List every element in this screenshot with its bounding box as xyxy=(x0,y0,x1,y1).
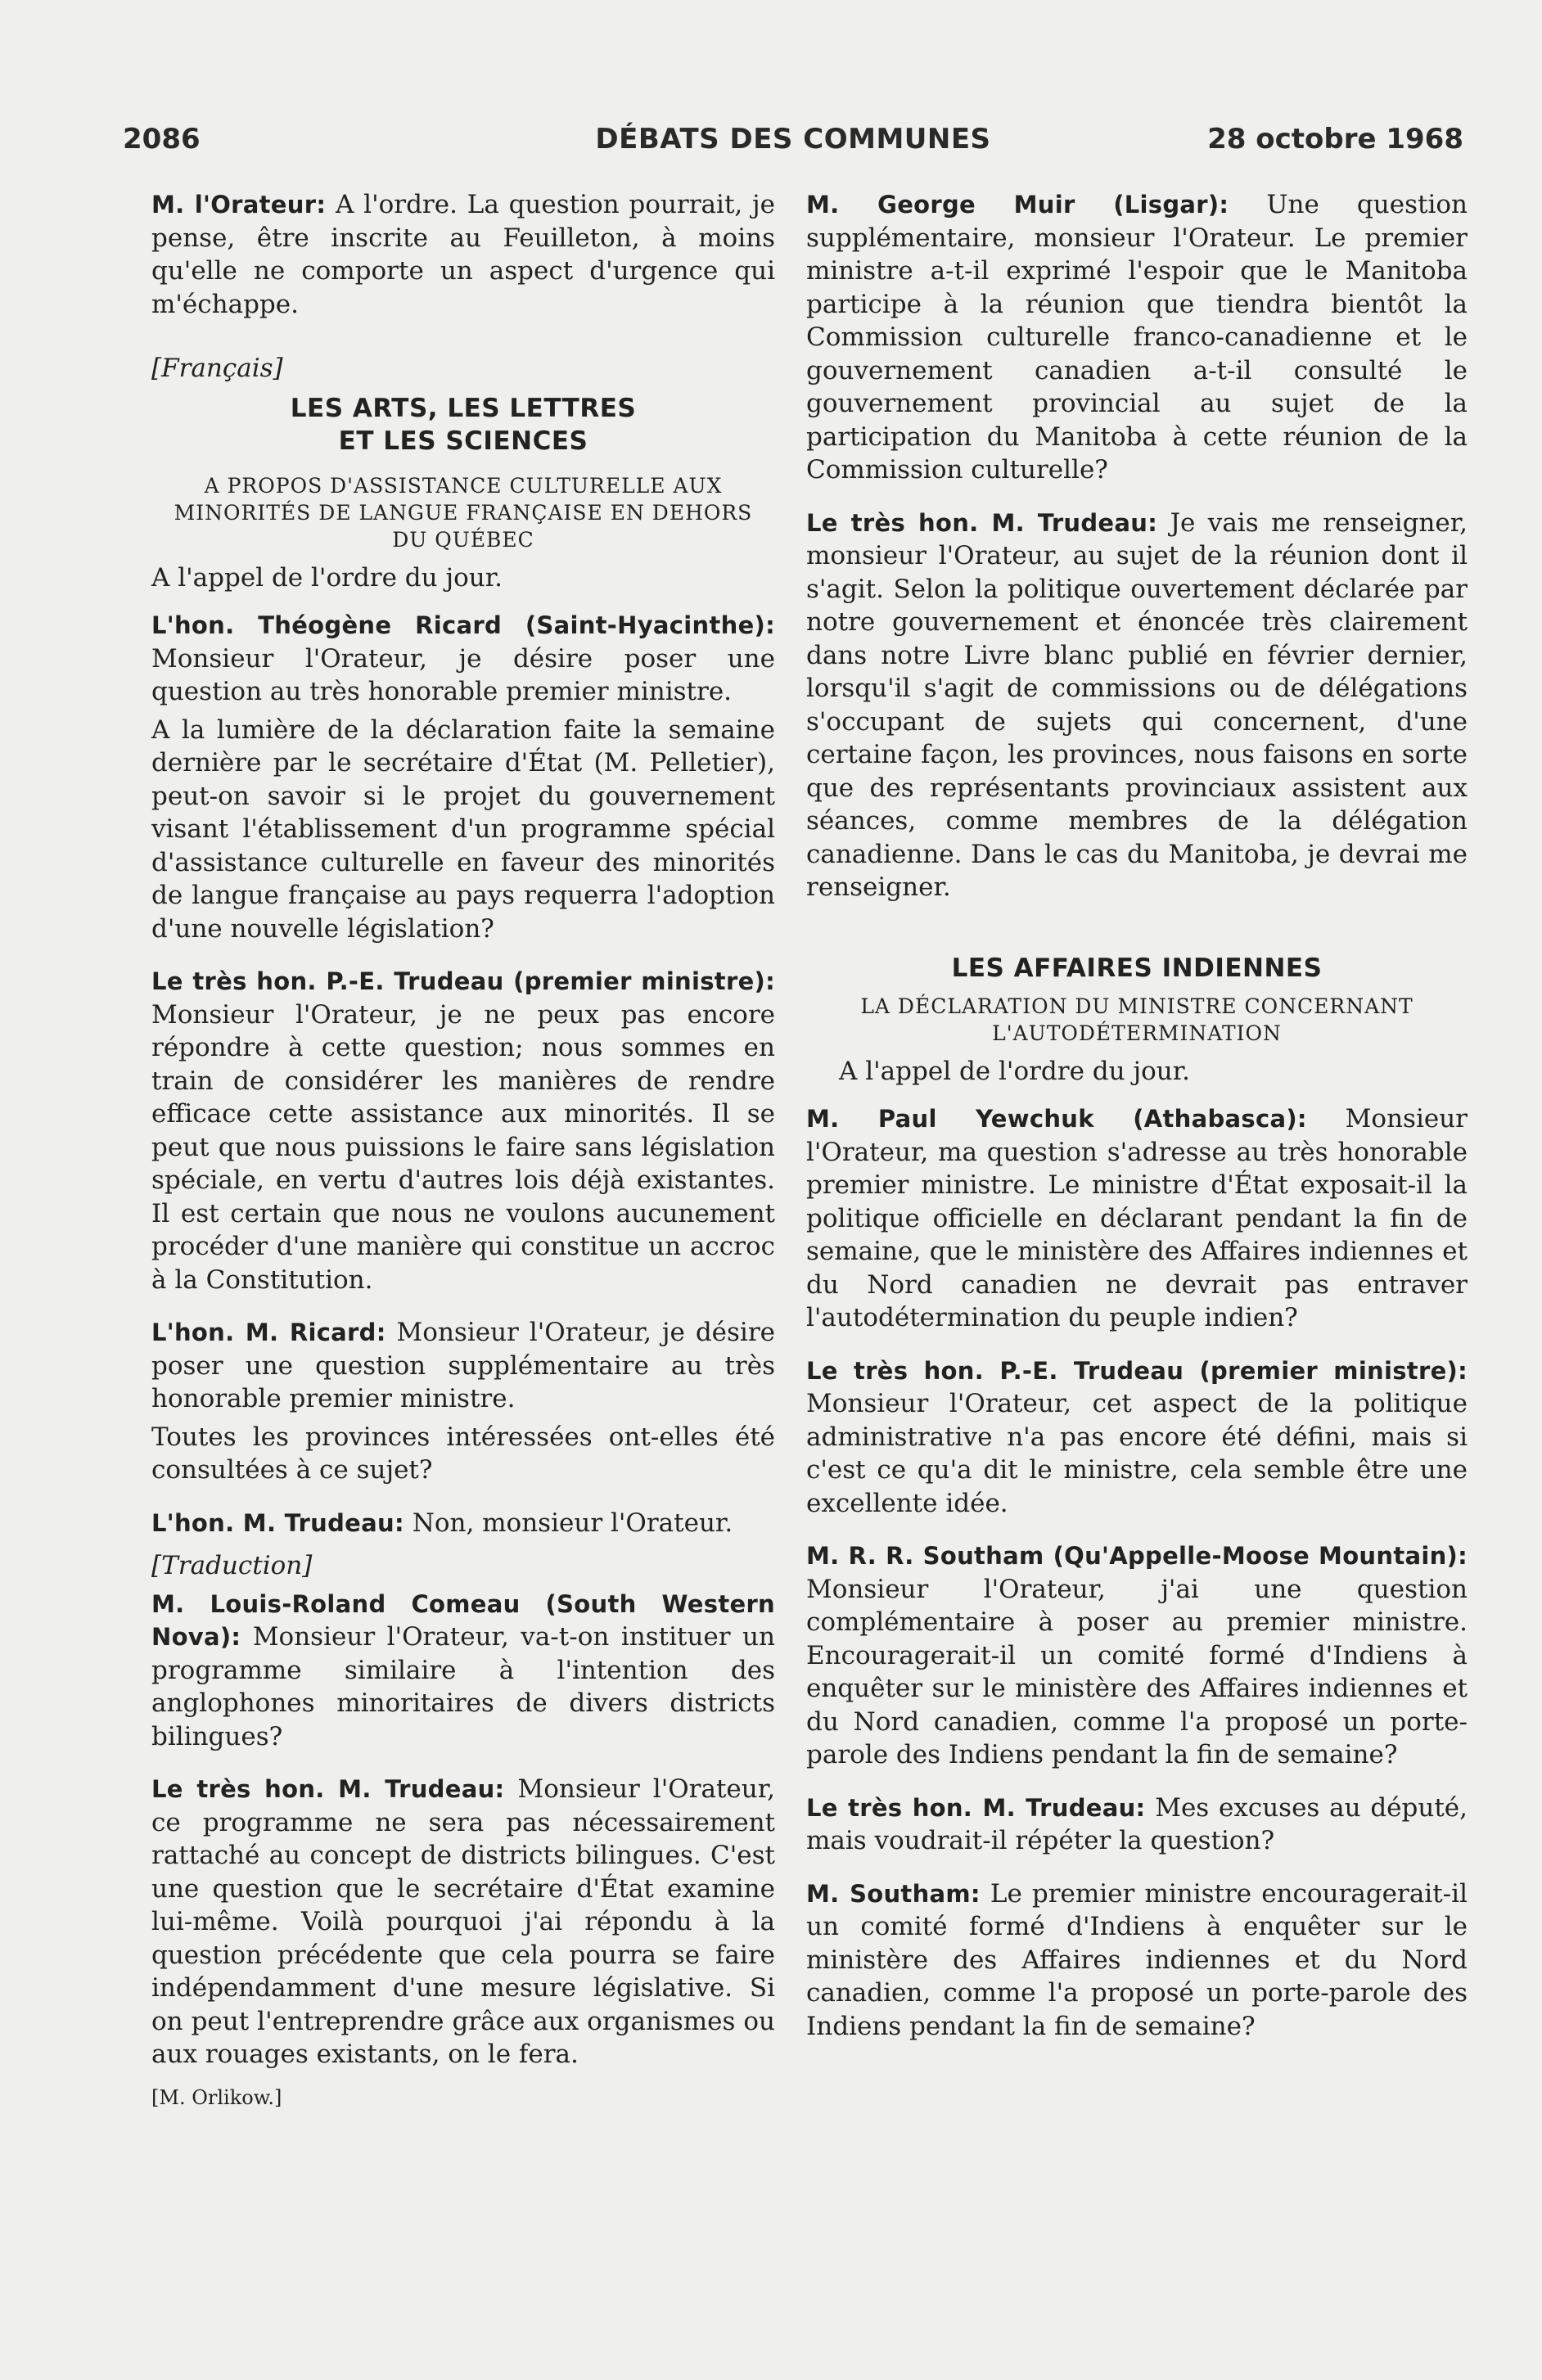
speech-text: Le premier ministre encouragerait-il un comité formé d'Indiens à enquêter sur le ministère des Affaires indiennes et du Nord canadien, comme l'a proposé un porte-parole des Indiens pendant la fin de semaine? xyxy=(806,1878,1468,2041)
paragraph xyxy=(806,1102,1468,1335)
order-call: A l'appel de l'ordre du jour. xyxy=(839,1056,1190,1086)
paragraph xyxy=(806,188,1468,487)
speaker: M. George Muir (Lisgar): xyxy=(806,191,1229,219)
paragraph xyxy=(806,1539,1468,1772)
speech-text: Monsieur l'Orateur, cet aspect de la politique administrative n'a pas encore été défini, mais si c'est ce qu'a dit le ministre, cela semble être une excellente idée. xyxy=(806,1389,1468,1518)
paragraph xyxy=(151,188,775,321)
speech-text: Monsieur l'Orateur, j'ai une question complémentaire à poser au premier ministre. Encouragerait-il un comité formé d'Indiens à enquêter sur le ministère des Affaires indiennes et du Nord canadien, comme l'a proposé un porte-parole des Indiens pendant la fin de semaine? xyxy=(806,1574,1468,1769)
speech-text: Monsieur l'Orateur, je désire poser une question au très honorable premier ministre. xyxy=(151,643,775,706)
speech-text: Une question supplémentaire, monsieur l'Orateur. Le premier ministre a-t-il exprimé l'espoir que le Manitoba participe à la réunion que tiendra bientôt la Commission culturelle franco-canadienne et le gouvernement canadien a-t-il consulté le gouvernement provincial au sujet de la participation du Manitoba à cette réunion de la Commission culturelle? xyxy=(806,190,1468,485)
right-column xyxy=(806,188,1468,2043)
section-heading: LES AFFAIRES INDIENNES xyxy=(951,953,1323,983)
speaker: L'hon. Théogène Ricard (Saint-Hyacinthe): xyxy=(151,611,775,639)
paragraph xyxy=(806,1792,1468,1858)
speech-text: Monsieur l'Orateur, je désire poser une question supplémentaire au très honorable premier ministre. xyxy=(151,1318,775,1413)
paragraph xyxy=(806,1877,1468,2044)
paragraph xyxy=(151,609,775,709)
speaker: Le très hon. M. Trudeau: xyxy=(806,1793,1146,1822)
section-heading: LES ARTS, LES LETTRES ET LES SCIENCES xyxy=(290,393,637,456)
left-column xyxy=(151,188,775,2114)
speech-text: Non, monsieur l'Orateur. xyxy=(404,1508,733,1538)
speech-text: A l'ordre. La question pourrait, je pense, être inscrite au Feuilleton, à moins qu'elle ne comporte un aspect d'urgence qui m'échappe. xyxy=(151,190,775,319)
page-number: 2086 xyxy=(123,123,201,156)
speaker: M. l'Orateur: xyxy=(151,191,327,219)
paragraph xyxy=(806,1355,1468,1521)
speech-text: Mes excuses au député, mais voudrait-il répéter la question? xyxy=(806,1792,1468,1855)
speaker: L'hon. M. Ricard: xyxy=(151,1318,386,1346)
speech-text: Monsieur l'Orateur, va-t-on instituer un programme similaire à l'intention des anglophones minoritaires de divers districts bilingues? xyxy=(151,1622,775,1751)
speaker: Le très hon. M. Trudeau: xyxy=(151,1775,505,1803)
paragraph xyxy=(151,1316,775,1416)
speaker: M. Paul Yewchuk (Athabasca): xyxy=(806,1105,1307,1133)
speech-text: Je vais me renseigner, monsieur l'Orateur, au sujet de la réunion dont il s'agit. Selon la politique ouvertement déclarée par notre gouvernement et énoncée très clairement dans notre Livre blanc publié en février dernier, lorsqu'il s'agit de commissions ou de délégations s'occupant de sujets qui concernent, d'une certaine façon, les provinces, nous faisons en sorte que des représentants provinciaux assistent aux séances, comme membres de la délégation canadienne. Dans le cas du Manitoba, je devrai me renseigner. xyxy=(806,507,1468,902)
order-call: A l'appel de l'ordre du jour. xyxy=(151,562,503,593)
speaker: L'hon. M. Trudeau: xyxy=(151,1508,404,1537)
speaker: Le très hon. M. Trudeau: xyxy=(806,508,1158,537)
speech-text: Monsieur l'Orateur, ce programme ne sera pas nécessairement rattaché au concept de districts bilingues. C'est une question que le secrétaire d'État examine lui-même. Voilà pourquoi j'ai répondu à la question précédente que cela pourra se faire indépendamment d'une mesure législative. Si on peut l'entreprendre grâce aux organismes ou aux rouages existants, on le fera. xyxy=(151,1774,775,2069)
page-date: 28 octobre 1968 xyxy=(1207,123,1463,156)
paragraph: Toutes les provinces intéressées ont-elles été consultées à ce sujet? xyxy=(151,1422,775,1485)
paragraph xyxy=(806,507,1468,904)
publication-title: DÉBATS DES COMMUNES xyxy=(595,123,991,156)
paragraph xyxy=(151,965,775,1296)
language-marker: [Français] xyxy=(151,354,283,383)
paragraph xyxy=(151,1507,775,1540)
paragraph xyxy=(151,1588,775,1754)
speaker: M. Louis-Roland Comeau (South Western Nova): xyxy=(151,1589,775,1651)
speech-text: Monsieur l'Orateur, je ne peux pas encore répondre à cette question; nous sommes en train de considérer les manières de rendre efficace cette assistance aux minorités. Il se peut que nous puissions le faire sans législation spéciale, en vertu d'autres lois déjà existantes. Il est certain que nous ne voulons aucunement procéder d'une manière qui constitue un accroc à la Constitution. xyxy=(151,999,775,1295)
section-subheading: A PROPOS D'ASSISTANCE CULTURELLE AUX MINORITÉS DE LANGUE FRANÇAISE EN DEHORS DU QUÉBEC xyxy=(174,473,753,552)
paragraph: A la lumière de la déclaration faite la semaine dernière par le secrétaire d'État (M. Pelletier), peut-on savoir si le projet du gouvernement visant l'établissement d'un programme spécial d'assistance culturelle en faveur des minorités de langue française au pays requerra l'adoption d'une nouvelle législation? xyxy=(151,714,775,944)
speaker: M. R. R. Southam (Qu'Appelle-Moose Mountain): xyxy=(806,1542,1468,1570)
speech-text: Monsieur l'Orateur, ma question s'adresse au très honorable premier ministre. Le ministre d'État exposait-il la politique officielle en déclarant pendant la fin de semaine, que le ministère des Affaires indiennes et du Nord canadien ne devrait pas entraver l'autodétermination du peuple indien? xyxy=(806,1104,1468,1332)
paragraph xyxy=(151,1773,775,2071)
speaker: Le très hon. P.-E. Trudeau (premier ministre): xyxy=(151,967,775,995)
section-subheading: LA DÉCLARATION DU MINISTRE CONCERNANT L'AUTODÉTERMINATION xyxy=(860,994,1414,1045)
speaker: Le très hon. P.-E. Trudeau (premier ministre): xyxy=(806,1356,1468,1385)
speaker: M. Southam: xyxy=(806,1879,981,1908)
language-marker: [Traduction] xyxy=(151,1551,313,1580)
footer-note: [M. Orlikow.] xyxy=(151,2085,282,2109)
page-header xyxy=(123,123,1463,164)
